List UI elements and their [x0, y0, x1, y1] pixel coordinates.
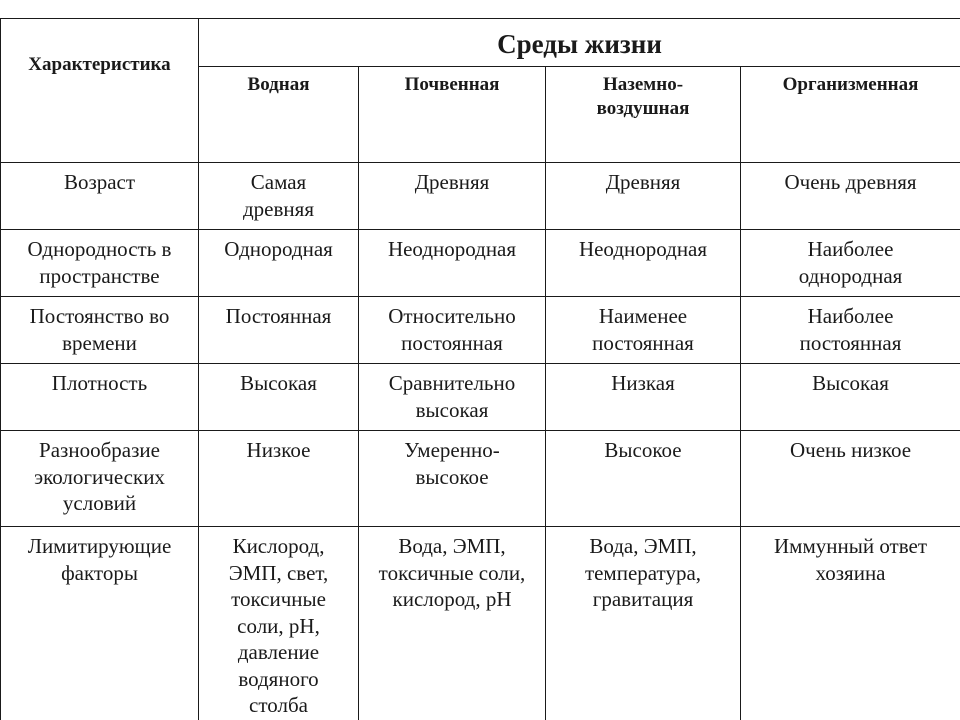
row-cell: Вода, ЭМП, токсичные соли, кислород, pH: [359, 527, 546, 720]
row-cell: Наименее постоянная: [546, 297, 741, 364]
row-characteristic: Плотность: [1, 364, 199, 431]
env-header-ground-air: Наземно-воздушная: [546, 67, 741, 163]
row-cell: Очень древняя: [741, 163, 960, 230]
row-characteristic: Лимитирующие факторы: [1, 527, 199, 720]
row-cell: Низкая: [546, 364, 741, 431]
table-title: Среды жизни: [199, 19, 960, 67]
row-cell: Высокая: [741, 364, 960, 431]
row-cell: Самая древняя: [199, 163, 359, 230]
env-header-organism: Организменная: [741, 67, 960, 163]
table-row: [1, 527, 960, 720]
row-cell: Очень низкое: [741, 431, 960, 527]
table-row: [1, 163, 960, 230]
row-characteristic: Возраст: [1, 163, 199, 230]
environments-table-wrap: [0, 18, 960, 720]
environments-table: [0, 18, 960, 720]
row-cell: Высокое: [546, 431, 741, 527]
row-cell: Высокая: [199, 364, 359, 431]
row-cell: Постоянная: [199, 297, 359, 364]
table-row: [1, 364, 960, 431]
row-cell: Сравнительно высокая: [359, 364, 546, 431]
env-header-soil: Почвенная: [359, 67, 546, 163]
env-header-water: Водная: [199, 67, 359, 163]
table-row: [1, 297, 960, 364]
row-characteristic: Однородность в пространстве: [1, 230, 199, 297]
row-cell: Древняя: [359, 163, 546, 230]
row-cell: Однородная: [199, 230, 359, 297]
characteristic-header: Характеристика: [1, 19, 199, 163]
row-cell: Неоднородная: [546, 230, 741, 297]
row-cell: Наиболее однородная: [741, 230, 960, 297]
row-cell: Низкое: [199, 431, 359, 527]
row-characteristic: Постоянство во времени: [1, 297, 199, 364]
row-cell: Наиболее постоянная: [741, 297, 960, 364]
row-cell: Неоднородная: [359, 230, 546, 297]
row-cell: Вода, ЭМП, температура, гравитация: [546, 527, 741, 720]
header-row-1: [1, 19, 960, 67]
table-row: [1, 230, 960, 297]
row-characteristic: Разнообразие экологических условий: [1, 431, 199, 527]
row-cell: Иммунный ответ хозяина: [741, 527, 960, 720]
row-cell: Относительно постоянная: [359, 297, 546, 364]
row-cell: Умеренно-высокое: [359, 431, 546, 527]
row-cell: Кислород, ЭМП, свет, токсичные соли, pH, давление водяного столба: [199, 527, 359, 720]
table-row: [1, 431, 960, 527]
row-cell: Древняя: [546, 163, 741, 230]
